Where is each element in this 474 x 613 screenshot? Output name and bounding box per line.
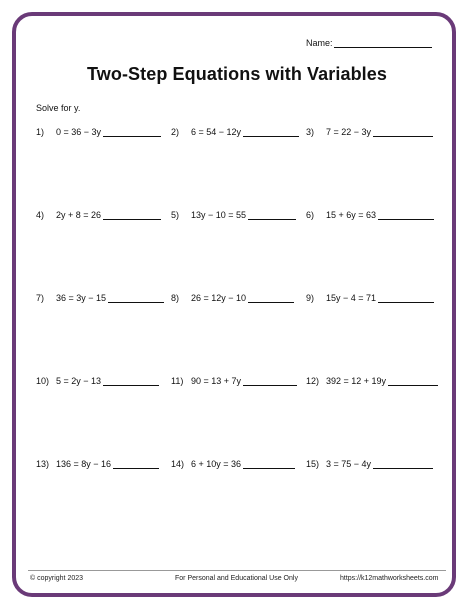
- footer-usage: For Personal and Educational Use Only: [175, 575, 298, 582]
- page-title: Two-Step Equations with Variables: [86, 64, 387, 84]
- footer-divider: [28, 570, 446, 571]
- problem-7: [36, 293, 164, 303]
- problem-equation: 15 + 6y = 63: [326, 210, 377, 220]
- problem-13: [36, 459, 159, 469]
- problem-number: 14): [171, 459, 185, 469]
- problem-8: [171, 293, 294, 303]
- problem-number: 2): [171, 127, 180, 137]
- problem-equation: 36 = 3y − 15: [56, 293, 107, 303]
- problem-12: [306, 376, 438, 386]
- problem-5: [171, 210, 296, 220]
- problem-3: [306, 127, 433, 137]
- problem-equation: 7 = 22 − 3y: [326, 127, 372, 137]
- problem-equation: 6 + 10y = 36: [191, 459, 242, 469]
- answer-line[interactable]: [373, 459, 433, 469]
- answer-line[interactable]: [378, 293, 434, 303]
- problem-10: [36, 376, 159, 386]
- problem-number: 6): [306, 210, 315, 220]
- answer-line[interactable]: [103, 210, 161, 220]
- problem-equation: 392 = 12 + 19y: [326, 376, 387, 386]
- problem-equation: 5 = 2y − 13: [56, 376, 102, 386]
- problem-9: [306, 293, 434, 303]
- problem-number: 7): [36, 293, 45, 303]
- footer-url[interactable]: https://k12mathworksheets.com: [340, 575, 439, 582]
- name-label: Name:: [306, 38, 333, 48]
- problem-1: [36, 127, 161, 137]
- answer-line[interactable]: [243, 376, 297, 386]
- problem-number: 1): [36, 127, 45, 137]
- answer-line[interactable]: [113, 459, 159, 469]
- problem-equation: 6 = 54 − 12y: [191, 127, 242, 137]
- answer-line[interactable]: [378, 210, 434, 220]
- answer-line[interactable]: [103, 376, 159, 386]
- problem-number: 8): [171, 293, 180, 303]
- problem-number: 13): [36, 459, 50, 469]
- page-border: [12, 12, 456, 597]
- name-field[interactable]: [306, 38, 432, 48]
- answer-line[interactable]: [388, 376, 438, 386]
- answer-line[interactable]: [373, 127, 433, 137]
- problem-number: 11): [171, 376, 184, 386]
- problem-equation: 136 = 8y − 16: [56, 459, 112, 469]
- problem-number: 3): [306, 127, 315, 137]
- problem-equation: 15y − 4 = 71: [326, 293, 377, 303]
- problem-equation: 13y − 10 = 55: [191, 210, 247, 220]
- problem-4: [36, 210, 161, 220]
- instruction-text: Solve for y.: [36, 103, 81, 113]
- problem-11: [171, 376, 297, 386]
- problem-6: [306, 210, 434, 220]
- problem-14: [171, 459, 295, 469]
- problem-number: 5): [171, 210, 180, 220]
- answer-line[interactable]: [248, 210, 296, 220]
- problem-equation: 90 = 13 + 7y: [191, 376, 242, 386]
- answer-line[interactable]: [248, 293, 294, 303]
- footer-copyright: © copyright 2023: [30, 575, 84, 582]
- problem-equation: 0 = 36 − 3y: [56, 127, 102, 137]
- problem-equation: 3 = 75 − 4y: [326, 459, 372, 469]
- problem-equation: 26 = 12y − 10: [191, 293, 247, 303]
- problem-2: [171, 127, 299, 137]
- answer-line[interactable]: [243, 459, 295, 469]
- answer-line[interactable]: [108, 293, 164, 303]
- problem-number: 9): [306, 293, 315, 303]
- problem-number: 4): [36, 210, 45, 220]
- problem-number: 10): [36, 376, 50, 386]
- answer-line[interactable]: [103, 127, 161, 137]
- problem-number: 12): [306, 376, 320, 386]
- name-line[interactable]: [334, 38, 432, 48]
- problem-15: [306, 459, 433, 469]
- problem-number: 15): [306, 459, 320, 469]
- answer-line[interactable]: [243, 127, 299, 137]
- problem-equation: 2y + 8 = 26: [56, 210, 102, 220]
